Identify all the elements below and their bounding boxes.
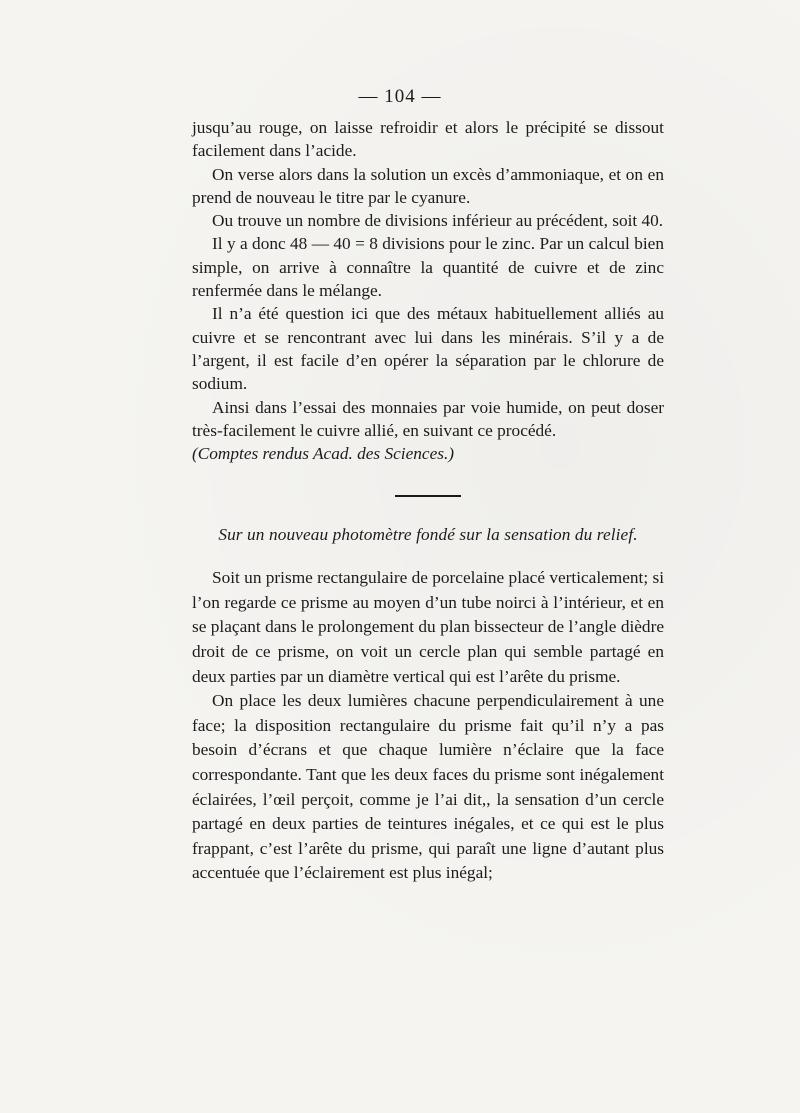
section-body [192, 566, 664, 886]
citation: (Comptes rendus Acad. des Sciences.) [192, 444, 455, 464]
paragraph: On verse alors dans la solution un excès d’ammoniaque, et on en prend de nouveau le titre par le cyanure. [192, 164, 664, 207]
paragraph: Ainsi dans l’essai des monnaies par voie humide, on peut doser très-facilement le cuivre allié, en suivant ce procédé. [192, 397, 664, 440]
page-number: — 104 — [358, 86, 442, 107]
paragraph: Soit un prisme rectangulaire de porcelaine placé verticalement; si l’on regarde ce prisme au moyen d’un tube noirci à l’intérieur, et en se plaçant dans le prolongement du plan bissecteur de l’angle dièdre droit de ce prisme, on voit un cercle plan qui semble partagé en deux parties par un diamètre vertical qui est l’arête du prisme. [192, 568, 665, 686]
paragraph: On place les deux lumières chacune perpendiculairement à une face; la disposition rectangulaire du prisme fait qu’il n’y a pas besoin d’écrans et que chaque lumière n’éclaire que la face correspondante. Tant que les deux faces du prisme sont inégalement éclairées, l’œil perçoit, comme je l’ai dit,, la sensation d’un cercle partagé en deux parties de teintures inégales, et ce qui est le plus frappant, c’est l’arête du prisme, qui paraît une ligne d’autant plus accentuée que l’éclairement est plus inégal; [192, 691, 664, 883]
paragraph: Il n’a été question ici que des métaux habituellement alliés au cuivre et se rencontrant avec lui dans les minérais. S’il y a de l’argent, il est facile d’en opérer la séparation par le chlorure de sodium. [192, 304, 664, 394]
body-text [192, 116, 664, 886]
paragraph: Il y a donc 48 — 40 = 8 divisions pour le zinc. Par un calcul bien simple, on arrive à connaître la quantité de cuivre et de zinc renfermée dans le mélange. [192, 234, 664, 301]
paragraph: Ou trouve un nombre de divisions inférieur au précédent, soit 40. [212, 211, 664, 231]
section-heading: Sur un nouveau photomètre fondé sur la sensation du relief. [218, 524, 638, 544]
section-divider [395, 495, 461, 497]
paragraph: jusqu’au rouge, on laisse refroidir et alors le précipité se dissout facilement dans l’acide. [192, 118, 664, 161]
